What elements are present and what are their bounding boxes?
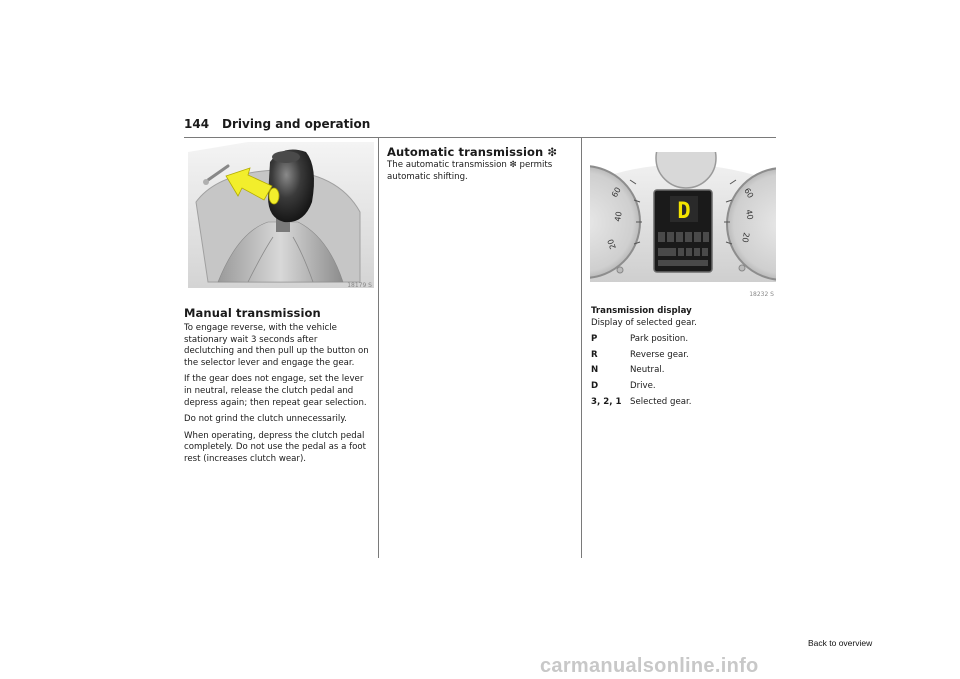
column-divider-left [378, 138, 379, 558]
transmission-display-section [591, 306, 777, 412]
gauge-left-label-3: 20 [605, 237, 618, 251]
manual-transmission-section [184, 306, 370, 471]
instrument-cluster-drawing [590, 152, 776, 296]
caption-text: Display of selected gear. [591, 317, 697, 328]
instrument-cluster-illustration [590, 152, 776, 296]
gauge-right-label-3: 20 [740, 231, 751, 244]
paragraph-clutch: When operating, depress the clutch pedal completely. Do not use the pedal as a foot rest (increases clutch wear). [184, 430, 367, 464]
definition-desc: Drive. [630, 380, 656, 391]
manual-transmission-heading: Manual transmission [184, 306, 321, 320]
gauge-right-label-1: 60 [742, 186, 756, 200]
paragraph-reverse: To engage reverse, with the vehicle stationary wait 3 seconds after declutching and then pull up the button on the selector lever and engage the gear. [184, 323, 369, 368]
definition-row [591, 334, 777, 346]
option-symbol: ❇ [547, 145, 558, 159]
definition-term: N [591, 365, 599, 376]
automatic-transmission-heading: Automatic transmission ❇ [387, 145, 558, 159]
definition-row [591, 365, 777, 377]
definition-row [591, 381, 777, 393]
back-to-overview-link[interactable]: Back to overview [808, 638, 873, 648]
definition-desc: Park position. [630, 334, 689, 345]
gauge-right-label-2: 40 [744, 208, 755, 221]
definition-term: 3, 2, 1 [591, 396, 622, 407]
definition-term: D [591, 380, 599, 391]
definition-desc: Selected gear. [630, 396, 692, 407]
paragraph-neutral: If the gear does not engage, set the lever in neutral, release the clutch pedal and depress again; then repeat gear selection. [184, 374, 367, 408]
definition-term: P [591, 334, 598, 345]
definition-row [591, 397, 777, 409]
automatic-intro: The automatic transmission ❇ permits automatic shifting. [387, 160, 553, 182]
automatic-transmission-section [387, 145, 573, 183]
gauge-left-label-1: 60 [609, 185, 623, 199]
gear-lever-drawing [188, 142, 374, 288]
definition-term: R [591, 349, 598, 360]
page-number: 144 [184, 117, 210, 131]
site-watermark: carmanualsonline.info [540, 655, 759, 677]
gear-display-letter: D [677, 199, 691, 224]
paragraph-grind: Do not grind the clutch unnecessarily. [184, 414, 347, 425]
column-divider-right [581, 138, 582, 558]
option-symbol-inline: ❇ [509, 160, 517, 170]
definition-desc: Reverse gear. [630, 349, 689, 360]
figure-code-right: 18232 S [749, 291, 774, 298]
figure-code: 18179 S [347, 282, 372, 289]
definition-row [591, 350, 777, 362]
definition-desc: Neutral. [630, 365, 665, 376]
gauge-left-label-2: 40 [613, 210, 624, 223]
gear-lever-illustration [188, 142, 374, 288]
caption-title: Transmission display [591, 306, 692, 316]
header-divider [184, 137, 776, 138]
section-title: Driving and operation [222, 117, 371, 131]
